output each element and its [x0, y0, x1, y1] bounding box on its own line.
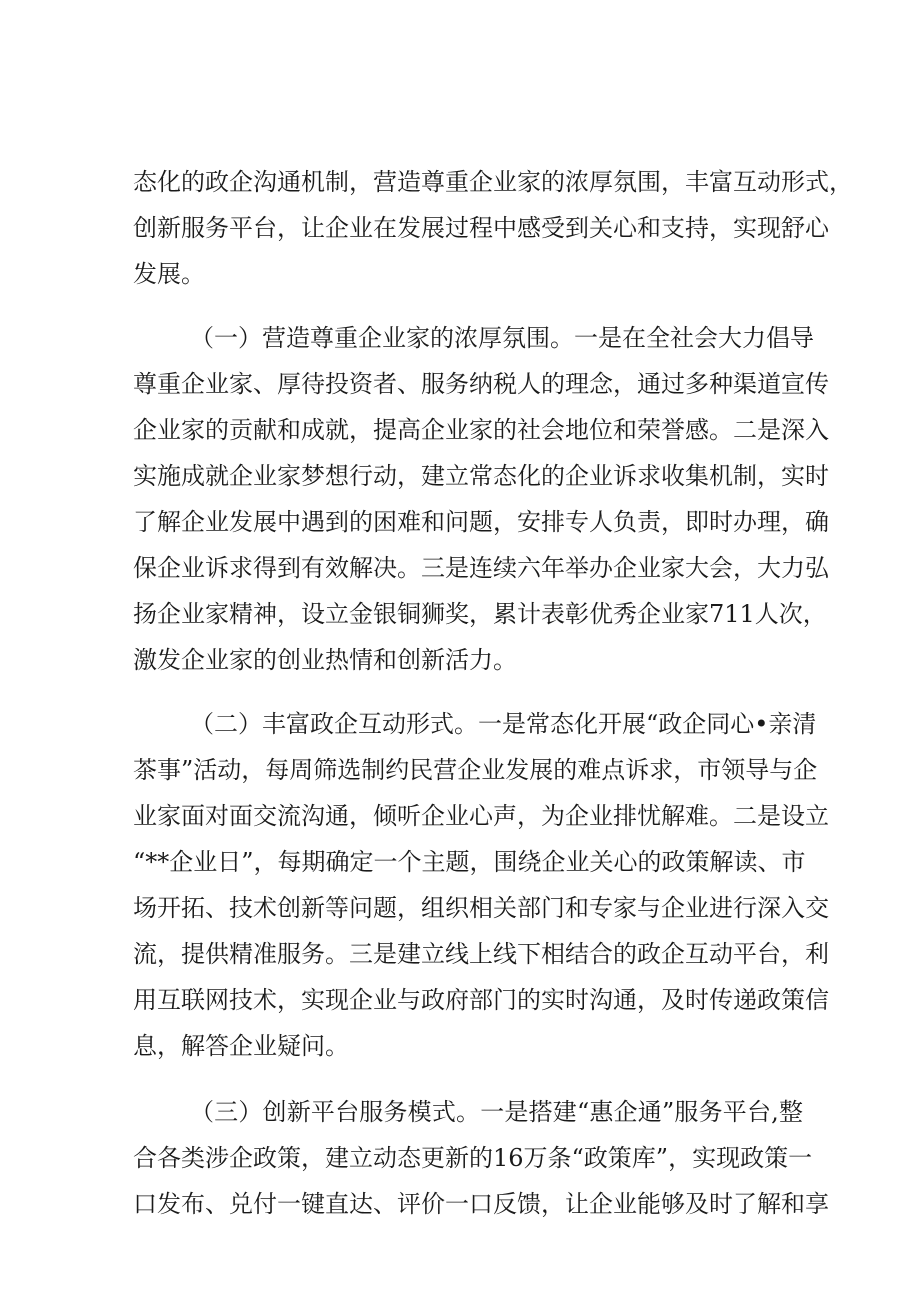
text-line: 息，解答企业疑问。	[133, 1032, 349, 1060]
text-line: 用互联网技术，实现企业与政府部门的实时沟通，及时传递政策信	[133, 986, 829, 1014]
text-line: 激发企业家的创业热情和创新活力。	[133, 646, 517, 674]
text-line: 口发布、兑付一键直达、评价一口反馈，让企业能够及时了解和享	[133, 1190, 829, 1218]
paragraph-heading-line: （二）丰富政企互动形式。一是常态化开展“政企同心•亲清	[190, 710, 817, 738]
text-line: 业家面对面交流沟通，倾听企业心声，为企业排忧解难。二是设立	[133, 802, 829, 830]
text-line: 了解企业发展中遇到的困难和问题，安排专人负责，即时办理，确	[133, 508, 829, 536]
text-line: 保企业诉求得到有效解决。三是连续六年举办企业家大会，大力弘	[133, 554, 829, 582]
text-line: 场开拓、技术创新等问题，组织相关部门和专家与企业进行深入交	[133, 894, 829, 922]
text-line: 扬企业家精神，设立金银铜狮奖，累计表彰优秀企业家711人次，	[133, 600, 827, 628]
text-line: 流，提供精准服务。三是建立线上线下相结合的政企互动平台，利	[133, 940, 829, 968]
text-line: 企业家的贡献和成就，提高企业家的社会地位和荣誉感。二是深入	[133, 416, 829, 444]
text-line: 创新服务平台，让企业在发展过程中感受到关心和支持，实现舒心	[133, 214, 829, 242]
text-line: 合各类涉企政策，建立动态更新的16万条“政策库”，实现政策一	[133, 1144, 813, 1172]
paragraph-heading-line: （三）创新平台服务模式。一是搭建“惠企通”服务平台,整	[190, 1098, 803, 1126]
text-line: “**企业日”，每期确定一个主题，围绕企业关心的政策解读、市	[133, 848, 806, 876]
text-line: 态化的政企沟通机制，营造尊重企业家的浓厚氛围，丰富互动形式，	[133, 168, 853, 196]
text-line: 尊重企业家、厚待投资者、服务纳税人的理念，通过多种渠道宣传	[133, 370, 829, 398]
paragraph-heading-line: （一）营造尊重企业家的浓厚氛围。一是在全社会大力倡导	[190, 324, 814, 352]
text-line: 茶事”活动，每周筛选制约民营企业发展的难点诉求，市领导与企	[133, 756, 818, 784]
text-line: 实施成就企业家梦想行动，建立常态化的企业诉求收集机制，实时	[133, 462, 829, 490]
text-line: 发展。	[133, 260, 205, 288]
